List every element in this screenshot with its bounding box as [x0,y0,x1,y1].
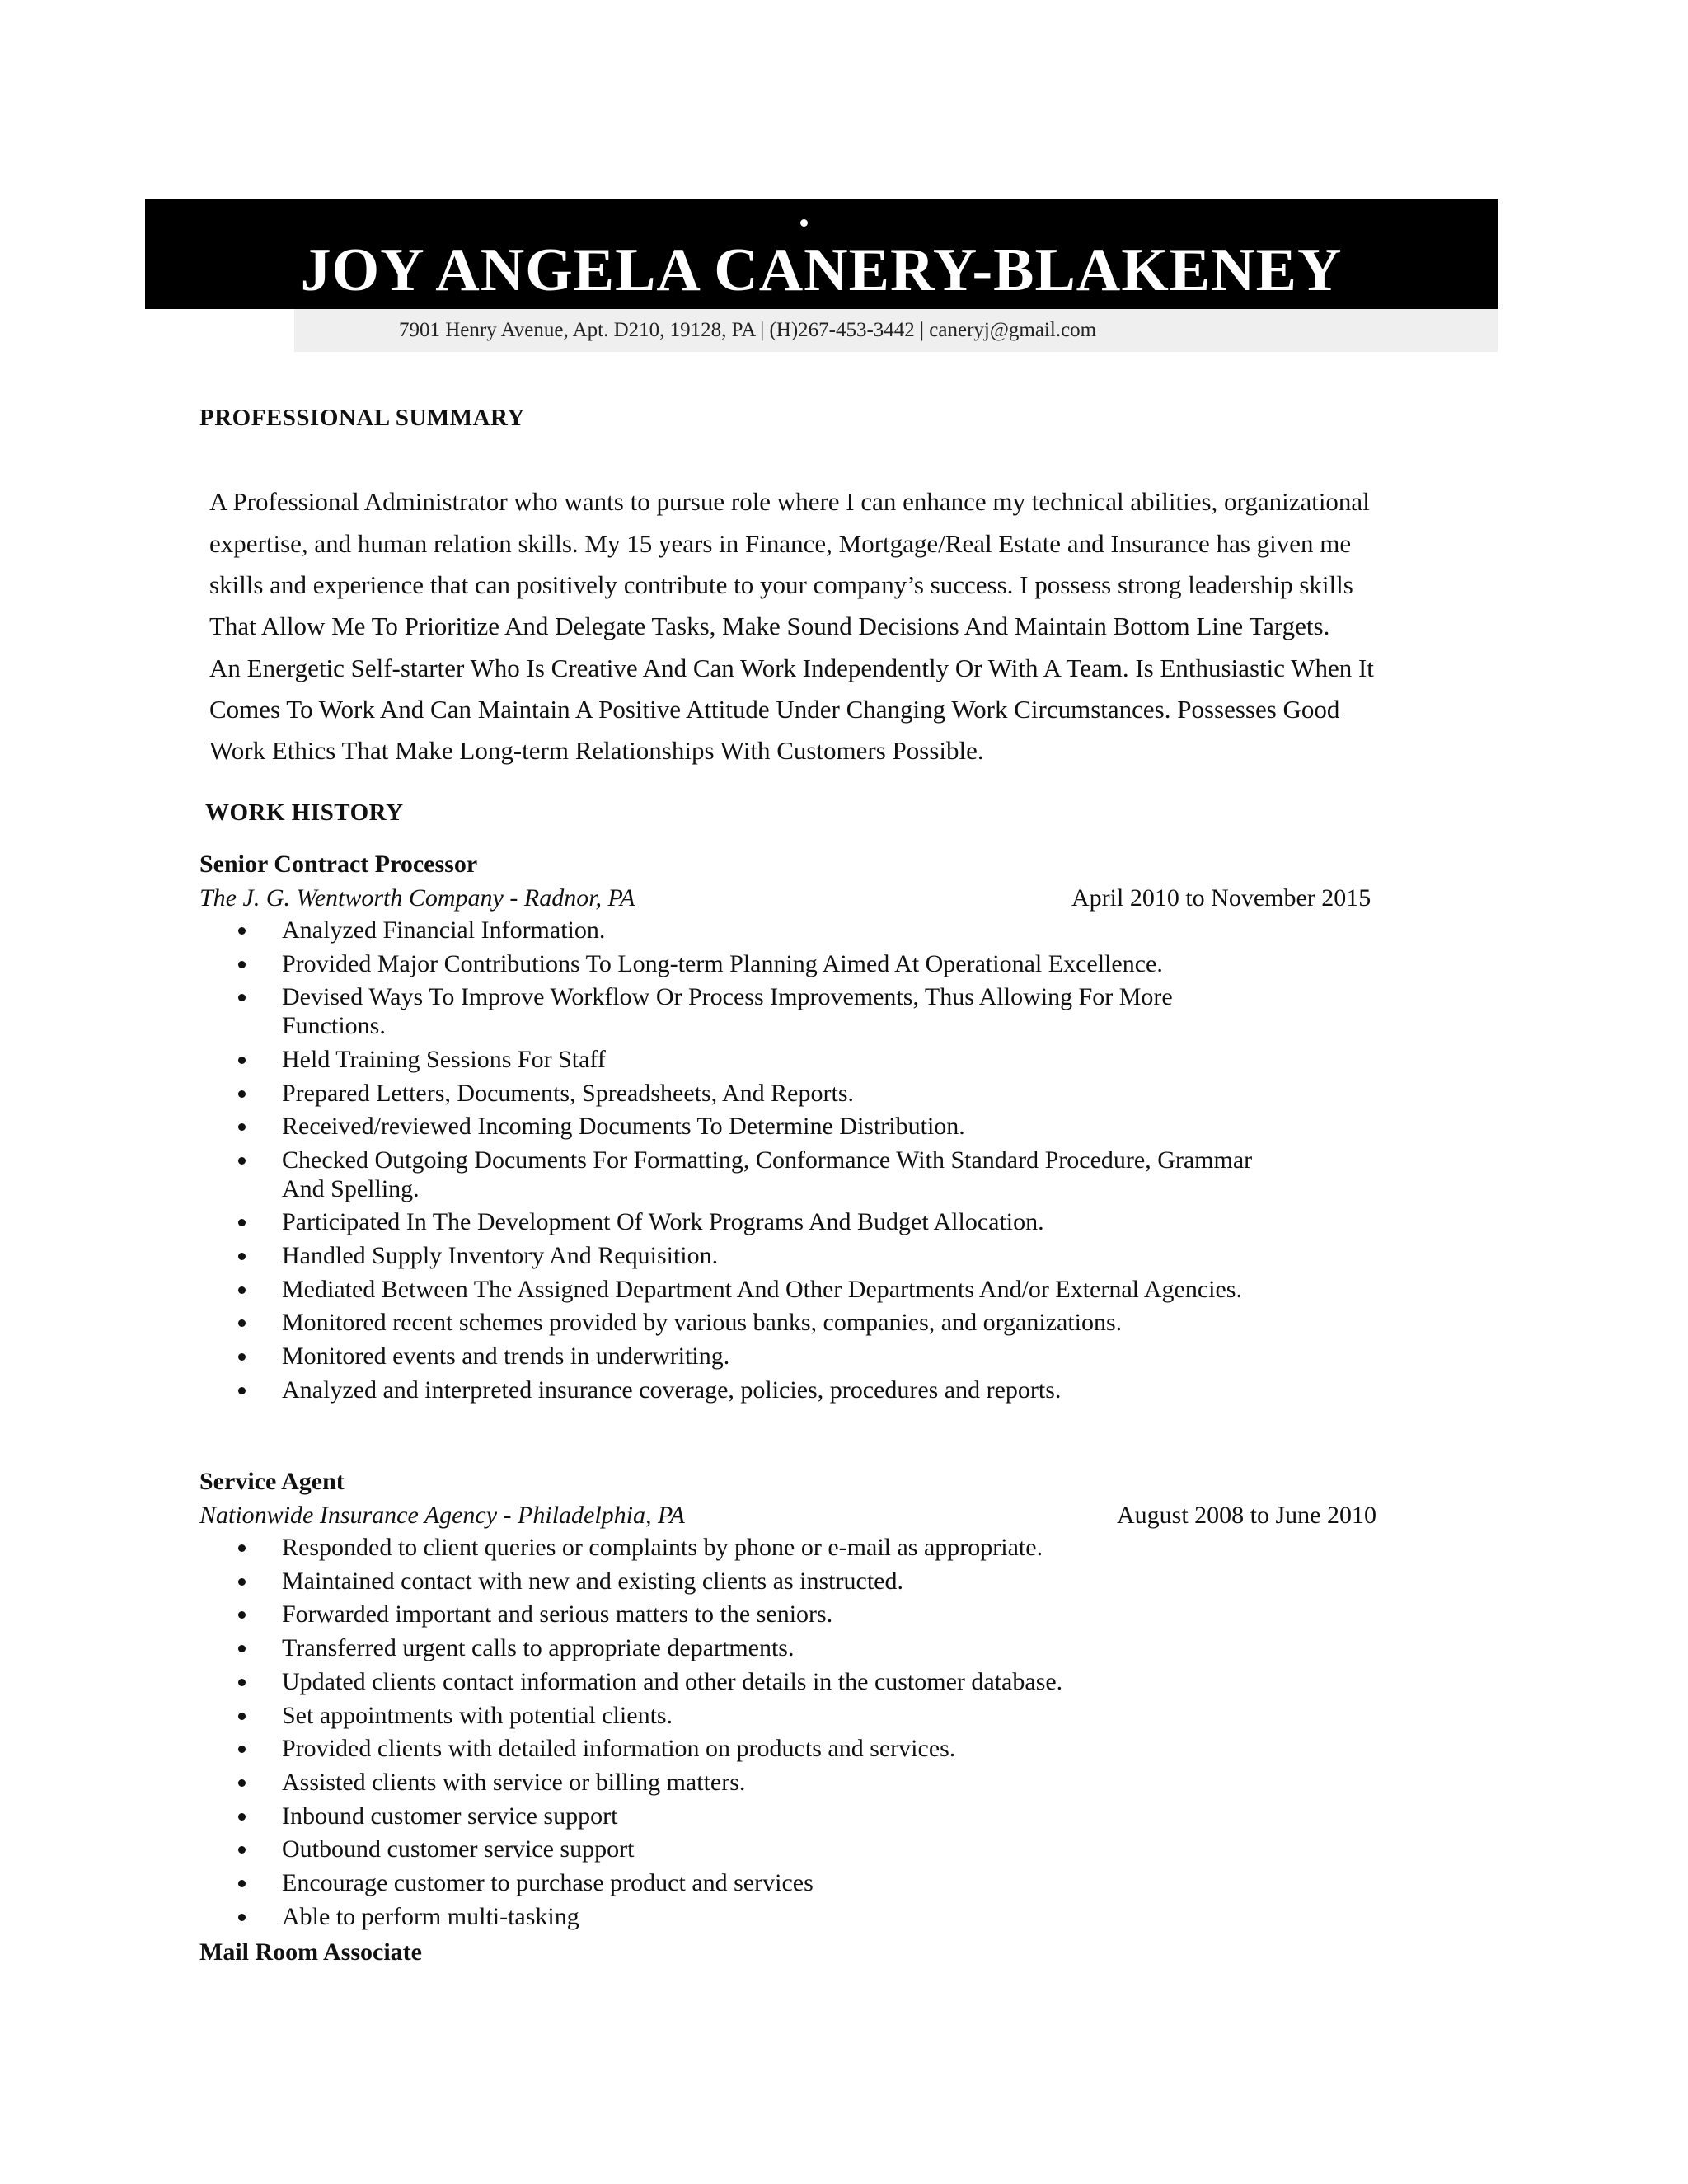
job-title: Service Agent [199,1468,345,1495]
list-item: Handled Supply Inventory And Requisition. [235,1240,1252,1273]
list-item: Responded to client queries or complaints by phone or e-mail as appropriate. [235,1531,1062,1565]
list-item-continuation: Functions. [282,1012,386,1040]
summary-line: skills and experience that can positively contribute to your company’s success. I possess strong leadership skills [209,570,1353,599]
work-history-heading: WORK HISTORY [205,799,404,826]
job-company: The J. G. Wentworth Company - Radnor, PA [199,884,635,912]
list-item: Inbound customer service support [235,1800,1062,1834]
job-title: Mail Room Associate [199,1938,422,1966]
list-item-continuation: And Spelling. [282,1174,420,1202]
list-item: Analyzed and interpreted insurance coverage, policies, procedures and reports. [235,1374,1252,1408]
contact-info: 7901 Henry Avenue, Apt. D210, 19128, PA | (H)267-453-3442 | caneryj@gmail.com [399,319,1097,341]
list-item: Set appointments with potential clients. [235,1699,1062,1733]
list-item: Mediated Between The Assigned Department And Other Departments And/or External Agencies. [235,1273,1252,1307]
summary-line: An Energetic Self-starter Who Is Creative And Can Work Independently Or With A Team. Is Enthusiastic When It [209,654,1374,682]
summary-line: expertise, and human relation skills. My 15 years in Finance, Mortgage/Real Estate and Insurance has given me [209,529,1352,558]
list-item: Transferred urgent calls to appropriate departments. [235,1632,1062,1666]
list-item: Able to perform multi-tasking [235,1900,1062,1934]
name-banner [145,199,1498,309]
list-item: Provided clients with detailed information on products and services. [235,1732,1062,1766]
bullet-dot-decoration [800,219,808,227]
job-dates: August 2008 to June 2010 [1117,1502,1376,1529]
job-company: Nationwide Insurance Agency - Philadelphia, PA [199,1502,685,1529]
job-title: Senior Contract Processor [199,851,478,878]
job-duties-list [235,914,1252,1408]
job-duties-list [235,1531,1062,1933]
list-item: Prepared Letters, Documents, Spreadsheets, And Reports. [235,1077,1252,1111]
list-item: Maintained contact with new and existing clients as instructed. [235,1565,1062,1599]
list-item: Devised Ways To Improve Workflow Or Process Improvements, Thus Allowing For More [235,981,1252,1015]
list-item: Forwarded important and serious matters to the seniors. [235,1598,1062,1632]
list-item: Updated clients contact information and other details in the customer database. [235,1666,1062,1699]
list-item: Participated In The Development Of Work Programs And Budget Allocation. [235,1206,1252,1240]
list-item: Checked Outgoing Documents For Formatting, Conformance With Standard Procedure, Grammar [235,1144,1252,1178]
candidate-name: JOY ANGELA CANERY-BLAKENEY [300,237,1343,304]
list-item: Monitored recent schemes provided by various banks, companies, and organizations. [235,1306,1252,1340]
summary-line: A Professional Administrator who wants to pursue role where I can enhance my technical abilities, organizational [209,487,1370,516]
summary-line: That Allow Me To Prioritize And Delegate Tasks, Make Sound Decisions And Maintain Bottom Line Targets. [209,612,1330,640]
summary-line: Comes To Work And Can Maintain A Positive Attitude Under Changing Work Circumstances. Possesses Good [209,695,1340,724]
contact-banner [294,309,1498,352]
job-dates: April 2010 to November 2015 [1071,884,1372,912]
list-item: Outbound customer service support [235,1833,1062,1867]
list-item: Analyzed Financial Information. [235,914,1252,948]
professional-summary-heading: PROFESSIONAL SUMMARY [199,405,525,431]
list-item: Encourage customer to purchase product and services [235,1867,1062,1900]
list-item: Received/reviewed Incoming Documents To Determine Distribution. [235,1110,1252,1144]
list-item: Assisted clients with service or billing matters. [235,1766,1062,1800]
list-item: Provided Major Contributions To Long-term Planning Aimed At Operational Excellence. [235,948,1252,982]
summary-line: Work Ethics That Make Long-term Relationships With Customers Possible. [209,736,984,765]
list-item: Held Training Sessions For Staff [235,1043,1252,1077]
list-item: Monitored events and trends in underwriting. [235,1340,1252,1374]
